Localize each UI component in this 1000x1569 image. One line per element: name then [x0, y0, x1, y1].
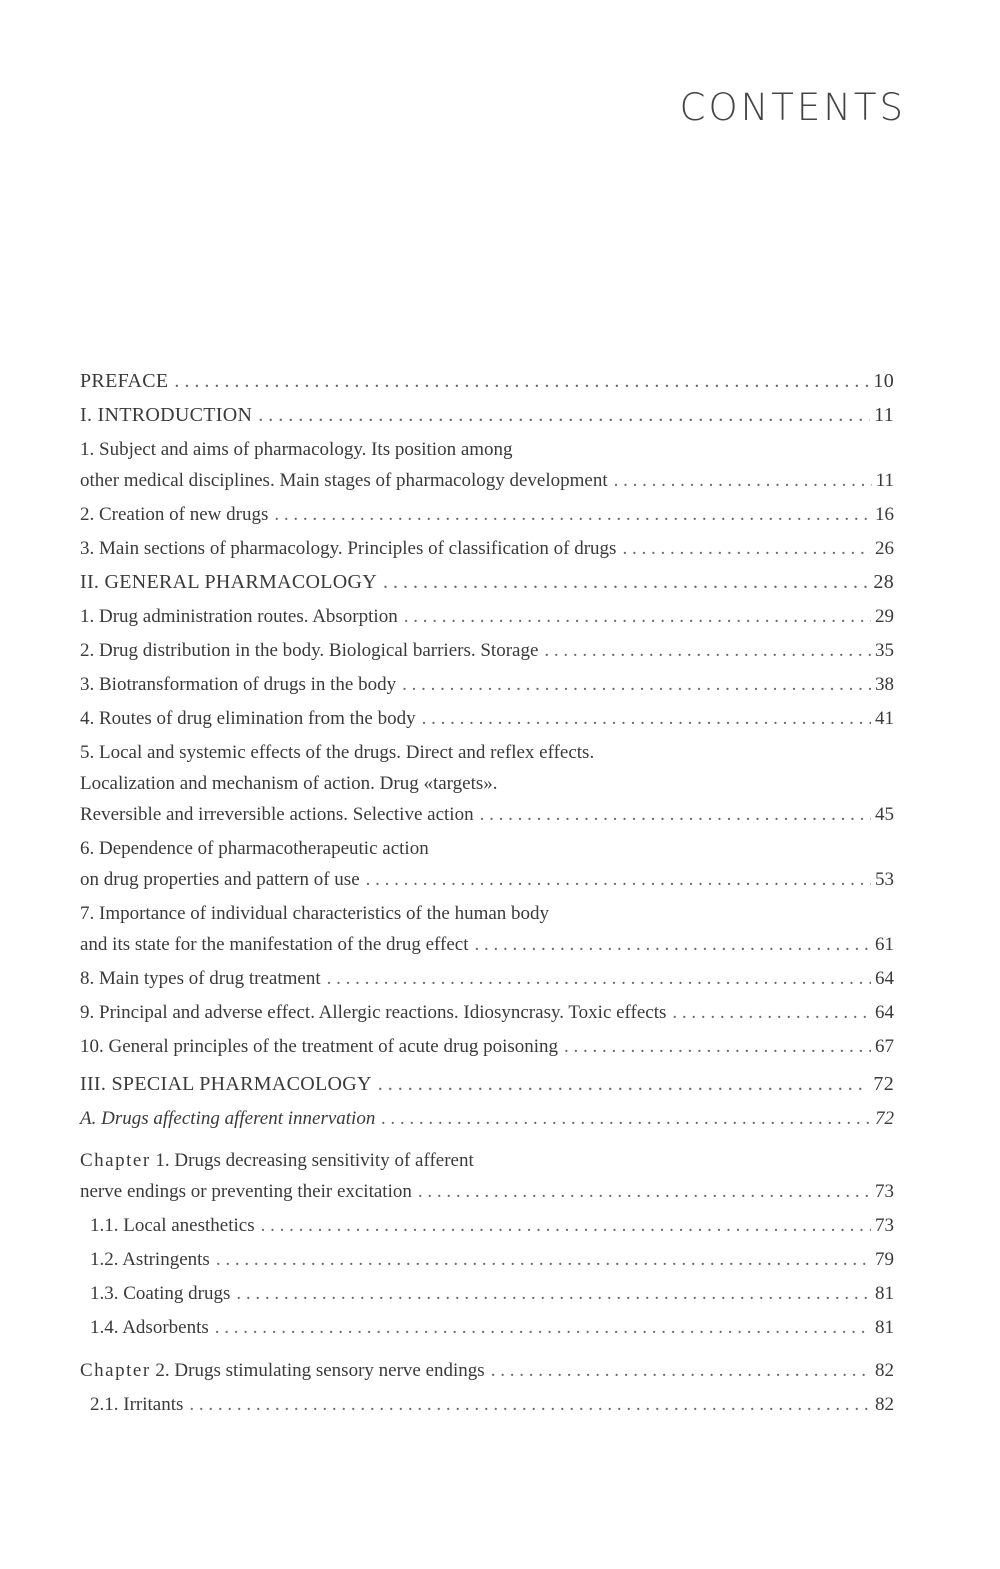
page-number: 67 [875, 1036, 894, 1057]
page-number: 26 [875, 538, 894, 559]
page-number: 29 [875, 606, 894, 627]
page-number: 61 [875, 934, 894, 955]
toc-entry-title: 10. General principles of the treatment of acute drug poisoning [80, 1036, 559, 1057]
dot-leader [216, 1244, 871, 1275]
page-number: 73 [875, 1215, 894, 1236]
dot-leader [327, 963, 871, 994]
page-number: 28 [873, 571, 894, 593]
toc-entry[interactable] [80, 434, 894, 496]
toc-entry-title: 8. Main types of drug treatment [80, 968, 321, 989]
toc-entry-title: nerve endings or preventing their excitation [80, 1181, 412, 1202]
toc-entry-title: I. INTRODUCTION [80, 404, 253, 426]
dot-leader [402, 669, 871, 700]
toc-entry-title: and its state for the manifestation of the drug effect [80, 934, 469, 955]
toc-entry-title: Localization and mechanism of action. Drug «targets». [80, 773, 498, 794]
page-number: 79 [875, 1249, 894, 1270]
toc-entry[interactable] [80, 499, 894, 530]
toc-entry[interactable] [80, 963, 894, 994]
toc-entry-title: II. GENERAL PHARMACOLOGY [80, 571, 378, 593]
page-number: 72 [875, 1108, 894, 1129]
page-number: 41 [875, 708, 894, 729]
dot-leader [418, 1176, 871, 1207]
page-number: 73 [875, 1181, 894, 1202]
table-of-contents [80, 366, 894, 1420]
page-number: 11 [875, 470, 894, 491]
page-number: 38 [875, 674, 894, 695]
page-number: 45 [875, 804, 894, 825]
dot-leader [480, 799, 871, 830]
toc-entry[interactable] [80, 703, 894, 734]
toc-entry[interactable] [80, 400, 894, 431]
toc-entry-title: A. Drugs affecting afferent innervation [80, 1108, 376, 1129]
toc-entry[interactable] [80, 1031, 894, 1062]
toc-entry-title: 1. Drug administration routes. Absorption [80, 606, 398, 627]
page-number: 81 [875, 1317, 894, 1338]
toc-entry-title: 1.1. Local anesthetics [90, 1215, 255, 1236]
toc-entry[interactable] [80, 1145, 894, 1207]
page-number: 10 [873, 370, 894, 392]
toc-entry-title: 9. Principal and adverse effect. Allergic reactions. Idiosyncrasy. Toxic effects [80, 1002, 667, 1023]
toc-entry[interactable] [80, 1103, 894, 1134]
page-number: 35 [875, 640, 894, 661]
dot-leader [189, 1389, 871, 1420]
toc-entry[interactable] [80, 635, 894, 666]
dot-leader [366, 864, 871, 895]
dot-leader [422, 703, 871, 734]
toc-entry-title: Reversible and irreversible actions. Selective action [80, 804, 474, 825]
toc-entry[interactable] [80, 601, 894, 632]
dot-leader [622, 533, 871, 564]
toc-entry[interactable] [80, 898, 894, 960]
toc-entry[interactable] [80, 366, 894, 397]
toc-entry-title: 6. Dependence of pharmacotherapeutic action [80, 838, 429, 859]
toc-entry[interactable] [80, 997, 894, 1028]
toc-entry-title: Chapter 2. Drugs stimulating sensory nerve endings [80, 1360, 485, 1381]
dot-leader [404, 601, 871, 632]
dot-leader [215, 1312, 871, 1343]
toc-entry-title: 4. Routes of drug elimination from the body [80, 708, 416, 729]
toc-entry[interactable] [80, 567, 894, 598]
dot-leader [381, 1103, 871, 1134]
toc-entry[interactable] [80, 1312, 894, 1343]
toc-entry-title: 7. Importance of individual characteristics of the human body [80, 903, 550, 924]
dot-leader [564, 1031, 871, 1062]
toc-entry-title: 1.3. Coating drugs [90, 1283, 231, 1304]
toc-entry-title: Chapter 1. Drugs decreasing sensitivity of afferent [80, 1150, 474, 1171]
toc-entry-title: PREFACE [80, 370, 169, 392]
toc-entry[interactable] [80, 737, 894, 830]
page-title: CONTENTS [679, 86, 906, 129]
toc-entry-title: 3. Main sections of pharmacology. Principles of classification of drugs [80, 538, 617, 559]
toc-entry-title: 3. Biotransformation of drugs in the body [80, 674, 397, 695]
toc-entry-title: 2.1. Irritants [90, 1394, 184, 1415]
dot-leader [614, 465, 872, 496]
toc-entry-title: 5. Local and systemic effects of the drugs. Direct and reflex effects. [80, 742, 595, 763]
dot-leader [383, 567, 869, 598]
toc-entry[interactable] [80, 1069, 894, 1100]
toc-entry[interactable] [80, 1389, 894, 1420]
toc-entry[interactable] [80, 1355, 894, 1386]
dot-leader [174, 366, 869, 397]
toc-entry-title: 1.2. Astringents [90, 1249, 210, 1270]
dot-leader [378, 1069, 870, 1100]
dot-leader [672, 997, 871, 1028]
page-number: 11 [874, 404, 894, 426]
dot-leader [261, 1210, 871, 1241]
toc-entry[interactable] [80, 533, 894, 564]
page-number: 64 [875, 1002, 894, 1023]
toc-entry-title: III. SPECIAL PHARMACOLOGY [80, 1073, 372, 1095]
page-number: 81 [875, 1283, 894, 1304]
page-number: 53 [875, 869, 894, 890]
dot-leader [544, 635, 871, 666]
page-number: 82 [875, 1360, 894, 1381]
toc-entry-title: 1.4. Adsorbents [90, 1317, 209, 1338]
dot-leader [475, 929, 872, 960]
dot-leader [258, 400, 870, 431]
dot-leader [491, 1355, 871, 1386]
toc-entry-title: 2. Drug distribution in the body. Biological barriers. Storage [80, 640, 539, 661]
page-number: 82 [875, 1394, 894, 1415]
toc-entry[interactable] [80, 1278, 894, 1309]
toc-entry[interactable] [80, 669, 894, 700]
toc-entry-title: on drug properties and pattern of use [80, 869, 360, 890]
page-number: 72 [873, 1073, 894, 1095]
dot-leader [274, 499, 871, 530]
toc-entry[interactable] [80, 833, 894, 895]
toc-entry-title: other medical disciplines. Main stages of pharmacology development [80, 470, 608, 491]
toc-entry-title: 1. Subject and aims of pharmacology. Its position among [80, 439, 513, 460]
toc-entry[interactable] [80, 1210, 894, 1241]
dot-leader [236, 1278, 871, 1309]
toc-entry-title: 2. Creation of new drugs [80, 504, 269, 525]
page-number: 16 [875, 504, 894, 525]
toc-entry[interactable] [80, 1244, 894, 1275]
page-number: 64 [875, 968, 894, 989]
